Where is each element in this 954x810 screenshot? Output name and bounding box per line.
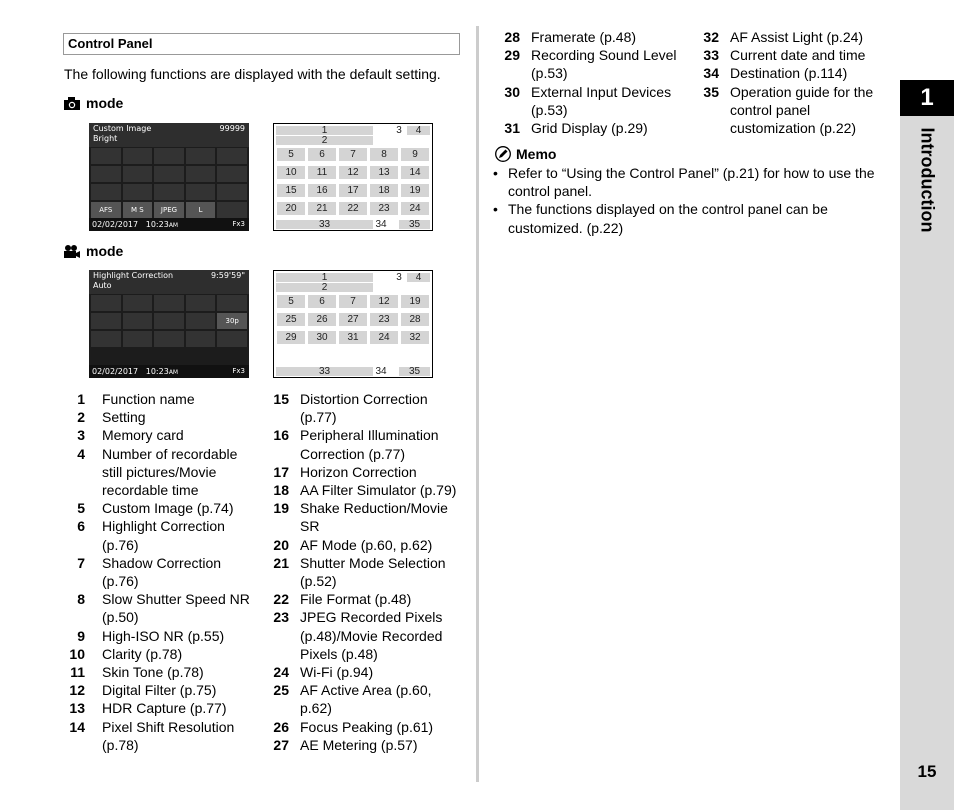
memo-item: • Refer to “Using the Control Panel” (p.21) for how to use the control panel. [493,164,888,200]
legend-item [262,481,464,499]
panel-cell [186,148,216,164]
diagram-cell: 23 [370,202,398,215]
legend-item [262,390,464,426]
legend-number: 35 [703,83,719,100]
movie-control-panel-screen [89,270,249,378]
screen-footer [89,365,249,378]
diagram-cell: 14 [401,166,429,179]
intro-text: The following functions are displayed with the default setting. [64,66,441,82]
legend-number: 32 [703,29,719,45]
panel-cell [217,166,247,182]
diagram-cell: 12 [370,295,398,308]
legend-item [262,608,464,663]
legend-item [64,408,259,426]
legend-text: Peripheral Illumination Correction (p.77) [300,427,439,462]
panel-cell [91,331,121,347]
legend-text: Shadow Correction (p.76) [102,554,222,590]
legend-text: Digital Filter (p.75) [102,682,217,699]
function-name-text: Highlight Correction [93,271,174,280]
legend-item [262,554,464,590]
recordable-time: 9:59'59" [210,271,245,280]
panel-cell: AFS [91,202,121,218]
panel-cell [154,313,184,329]
legend-text: High-ISO NR (p.55) [102,627,225,644]
page-number: 15 [917,762,937,781]
panel-cell [186,313,216,329]
legend-text: Skin Tone (p.78) [102,664,204,681]
legend-item [493,46,691,82]
legend-column-4 [692,28,892,137]
diagram-cell: 1 [276,126,373,135]
function-grid [91,148,247,218]
legend-item [262,536,464,554]
legend-text: Function name [102,391,195,407]
panel-cell [123,331,153,347]
legend-number: 6 [77,518,85,535]
legend-item [64,390,259,408]
legend-text: Number of recordable still pictures/Movie recordable time [102,445,238,499]
panel-cell: 30p [217,313,247,329]
legend-item [692,83,892,138]
memo-item: • The functions displayed on the control panel can be customized. (p.22) [493,200,888,236]
diagram-cell: 6 [308,295,336,308]
diagram-cell: 21 [308,202,336,215]
legend-text: External Input Devices (p.53) [531,83,672,118]
diagram-cell: 34 [375,366,387,377]
screen-header [89,123,249,147]
legend-item [64,718,259,754]
legend-text: Destination (p.114) [730,65,848,82]
legend-column-3 [493,28,691,137]
legend-text: Wi-Fi (p.94) [300,664,374,681]
legend-item [692,46,892,64]
function-grid [91,295,247,347]
panel-cell [154,331,184,347]
diagram-cell: 20 [277,202,305,215]
diagram-cell: 27 [339,313,367,326]
legend-item [64,517,259,553]
legend-item [262,463,464,481]
panel-cell [123,148,153,164]
legend-item [64,445,259,500]
panel-cell [217,148,247,164]
ampm-text: AM [168,369,179,376]
diagram-cell: 5 [277,295,305,308]
legend-number: 5 [77,500,85,517]
diagram-cell: 2 [276,136,373,145]
diagram-cell: 25 [277,313,305,326]
legend-text: HDR Capture (p.77) [102,700,227,717]
diagram-cell: 12 [339,166,367,179]
legend-text: Highlight Correction (p.76) [102,518,225,553]
legend-item [493,28,691,46]
panel-cell [154,184,184,200]
panel-cell [154,295,184,311]
legend-number: 23 [273,609,289,626]
legend-text: Focus Peaking (p.61) [300,718,434,735]
legend-item [64,590,259,626]
legend-column-1 [64,390,259,754]
legend-text: Shutter Mode Selection (p.52) [300,554,446,590]
diagram-cell: 9 [401,148,429,161]
ampm-text: AM [168,222,179,229]
panel-cell [186,331,216,347]
legend-number: 21 [273,554,289,571]
diagram-cell: 22 [339,202,367,215]
legend-number: 28 [504,29,520,45]
memo-pencil-icon [495,146,511,162]
legend-number: 14 [69,718,85,735]
legend-number: 22 [273,591,289,608]
legend-text: Pixel Shift Resolution (p.78) [102,718,235,753]
legend-text: Operation guide for the control panel customization (p.22) [730,83,874,137]
panel-cell [91,166,121,182]
legend-item [64,681,259,699]
legend-item [493,119,691,137]
legend-item [262,718,464,736]
panel-cell [123,166,153,182]
legend-item [262,663,464,681]
panel-cell [123,313,153,329]
date-text: 02/02/2017 [92,367,139,376]
panel-cell [217,202,247,218]
legend-text: Slow Shutter Speed NR (p.50) [102,591,250,626]
legend-text: Framerate (p.48) [531,29,637,45]
legend-text: JPEG Recorded Pixels (p.48)/Movie Recorded Pixels (p.48) [300,609,443,662]
memo-title: Memo [516,146,557,162]
legend-item [262,736,464,754]
legend-item [692,28,892,46]
still-control-panel-screen [89,123,249,231]
legend-item [64,663,259,681]
movie-mode-label: mode [86,243,124,259]
diagram-cell: 32 [401,331,429,344]
diagram-cell: 26 [308,313,336,326]
panel-cell [91,295,121,311]
legend-number: 34 [703,65,719,82]
diagram-cell: 4 [407,126,430,135]
date-text: 02/02/2017 [92,220,139,229]
function-name [93,124,151,144]
function-name-text: Custom Image [93,124,152,133]
memo-item-text: The functions displayed on the control panel can be customized. (p.22) [508,201,828,236]
section-title: Control Panel [63,33,460,55]
legend-number: 11 [70,664,85,681]
legend-item [262,681,464,717]
legend-text: Current date and time [730,47,866,64]
diagram-cell: 11 [308,166,336,179]
legend-number: 10 [69,645,85,662]
diagram-cell: 1 [276,273,373,282]
diagram-cell: 33 [276,220,373,229]
diagram-cell: 18 [370,184,398,197]
diagram-cell: 7 [339,295,367,308]
diagram-cell: 35 [399,220,430,229]
time-text: 10:23 [145,367,169,376]
legend-number: 20 [273,536,289,553]
memo-item-text: Refer to “Using the Control Panel” (p.21) for how to use the control panel. [508,165,875,200]
legend-item [64,627,259,645]
diagram-cell: 29 [277,331,305,344]
fx-text: Fx3 [232,220,245,228]
legend-text: AA Filter Simulator (p.79) [300,482,457,499]
panel-cell: JPEG [154,202,184,218]
legend-number: 33 [703,47,719,64]
legend-text: AF Active Area (p.60, p.62) [300,682,432,717]
memo-list [493,164,888,237]
legend-text: Recording Sound Level (p.53) [531,47,677,82]
movie-camera-icon [64,245,80,258]
panel-cell [154,148,184,164]
diagram-cell: 24 [401,202,429,215]
diagram-cell: 8 [370,148,398,161]
legend-number: 31 [504,120,520,137]
legend-item [262,590,464,608]
legend-number: 25 [273,682,289,699]
legend-number: 8 [77,591,85,608]
diagram-cell: 13 [370,166,398,179]
legend-text: Custom Image (p.74) [102,500,234,517]
legend-item [262,499,464,535]
diagram-cell: 3 [392,273,406,282]
panel-cell [217,184,247,200]
panel-cell [186,295,216,311]
diagram-cell: 15 [277,184,305,197]
camera-icon [64,97,80,110]
diagram-cell: 7 [339,148,367,161]
diagram-cell: 3 [392,126,406,135]
panel-cell [91,148,121,164]
panel-cell [91,313,121,329]
legend-number: 27 [273,736,289,753]
legend-number: 26 [273,718,289,735]
panel-cell [91,184,121,200]
still-mode-heading [64,95,123,111]
diagram-cell: 31 [339,331,367,344]
screen-header [89,270,249,294]
legend-number: 9 [77,627,85,644]
legend-text: File Format (p.48) [300,591,412,608]
legend-number: 2 [77,409,85,426]
legend-text: Clarity (p.78) [102,645,183,662]
panel-cell [217,331,247,347]
legend-text: AF Mode (p.60, p.62) [300,536,433,553]
panel-cell [186,184,216,200]
legend-number: 3 [77,427,85,444]
still-panel-diagram [273,123,433,231]
panel-cell [123,184,153,200]
legend-text: Horizon Correction [300,463,417,480]
still-mode-label: mode [86,95,124,111]
panel-cell [154,166,184,182]
legend-number: 17 [273,463,289,480]
panel-cell: M S [123,202,153,218]
legend-item [64,645,259,663]
legend-text: AE Metering (p.57) [300,736,418,753]
diagram-cell: 24 [370,331,398,344]
legend-text: Grid Display (p.29) [531,120,648,137]
diagram-cell: 16 [308,184,336,197]
legend-text: Distortion Correction (p.77) [300,391,428,426]
legend-number: 19 [273,500,289,517]
screen-footer [89,218,249,231]
legend-number: 24 [273,664,289,681]
legend-number: 30 [504,83,520,100]
chapter-name: Introduction [917,127,938,233]
diagram-cell: 34 [375,219,387,230]
legend-item [64,699,259,717]
legend-text: Setting [102,409,146,426]
diagram-cell: 4 [407,273,430,282]
legend-text: Memory card [102,427,184,444]
legend-item [692,64,892,82]
legend-item [262,426,464,462]
panel-cell [217,295,247,311]
diagram-cell: 19 [401,295,429,308]
legend-text: AF Assist Light (p.24) [730,29,864,45]
legend-number: 18 [273,482,289,499]
legend-number: 7 [77,554,85,571]
legend-item [64,499,259,517]
diagram-cell: 35 [399,367,430,376]
diagram-cell: 19 [401,184,429,197]
setting-text: Bright [93,134,118,143]
legend-number: 29 [504,47,520,64]
chapter-number: 1 [900,80,954,116]
diagram-cell: 23 [370,313,398,326]
diagram-cell: 5 [277,148,305,161]
legend-number: 1 [77,391,85,407]
legend-number: 4 [77,445,85,462]
movie-mode-heading [64,243,123,259]
setting-text: Auto [93,281,112,290]
legend-number: 12 [69,682,85,699]
legend-item [64,426,259,444]
memo-heading [495,146,556,162]
diagram-cell: 33 [276,367,373,376]
diagram-cell: 10 [277,166,305,179]
function-name [93,271,173,291]
column-divider [476,26,479,782]
legend-item [493,83,691,119]
legend-number: 13 [69,700,85,717]
fx-text: Fx3 [232,367,245,375]
panel-cell: L [186,202,216,218]
panel-cell [123,295,153,311]
movie-panel-diagram [273,270,433,378]
time-text: 10:23 [145,220,169,229]
legend-column-2 [262,390,464,754]
panel-cell [186,166,216,182]
legend-number: 15 [273,391,289,407]
legend-number: 16 [273,427,289,444]
recordable-count: 99999 [219,124,245,133]
diagram-cell: 30 [308,331,336,344]
legend-text: Shake Reduction/Movie SR [300,500,448,535]
legend-item [64,554,259,590]
diagram-cell: 2 [276,283,373,292]
diagram-cell: 6 [308,148,336,161]
diagram-cell: 17 [339,184,367,197]
diagram-cell: 28 [401,313,429,326]
